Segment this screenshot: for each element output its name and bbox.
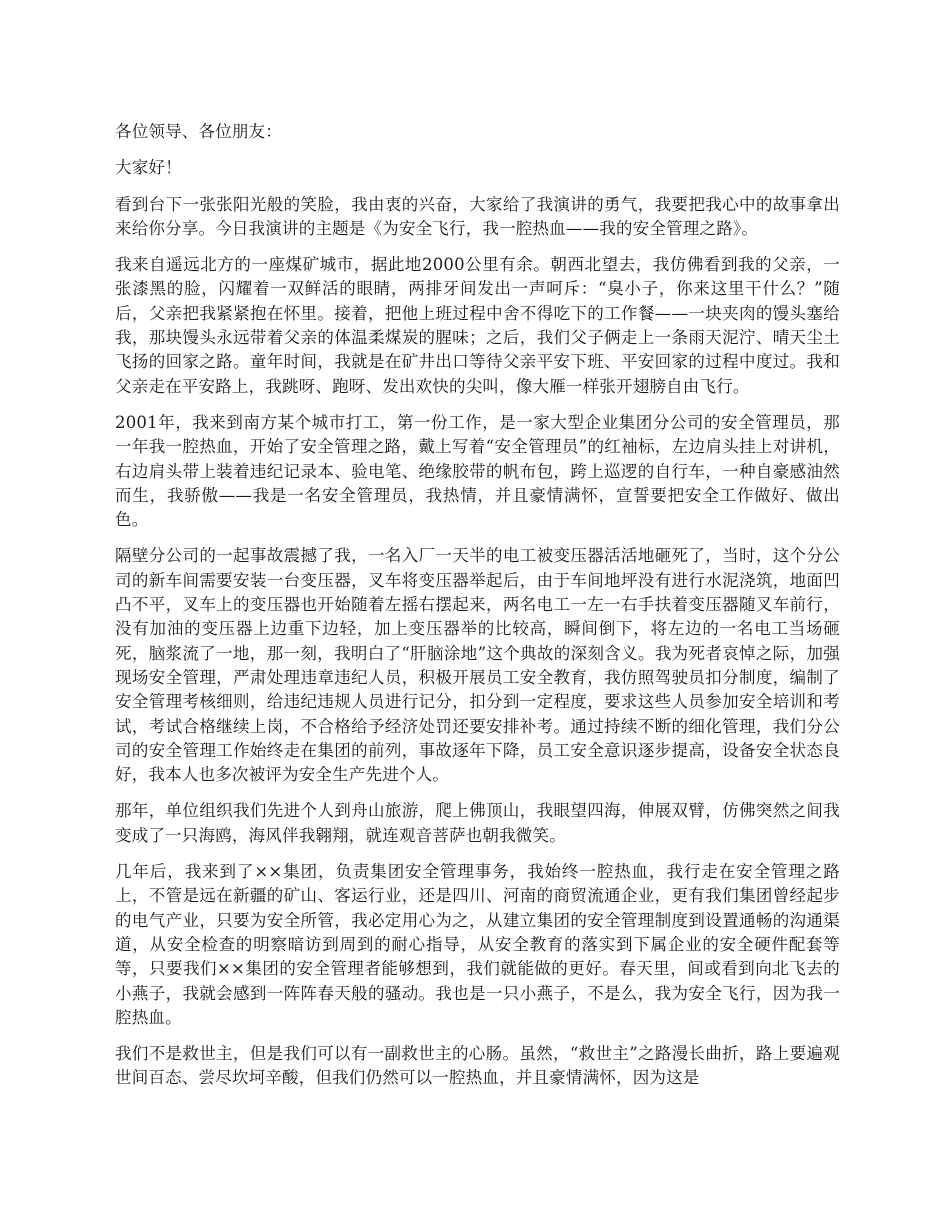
paragraph-accident: 隔壁分公司的一起事故震撼了我，一名入厂一天半的电工被变压器活活地砸死了，当时，这个分公司的新车间需要安装一台变压器，叉车将变压器举起后，由于车间地坪没有进行水泥浇筑，地面凹凸不平，叉车上的变压器也开始随着左摇右摆起来，两名电工一左一右手扶着变压器随叉车前行，没有加油的变压器上边重下边轻，加上变压器举的比较高，瞬间倒下，将左边的一名电工当场砸死，脑浆流了一地，那一刻，我明白了“肝脑涂地”这个典故的深刻含义。我为死者哀悼之际，加强现场安全管理，严肃处理违章违纪人员，积极开展员工安全教育，我仿照驾驶员扣分制度，编制了安全管理考核细则，给违纪违规人员进行记分，扣分到一定程度，要求这些人员参加安全培训和考试，考试合格继续上岗，不合格给予经济处罚还要安排补考。通过持续不断的细化管理，我们分公司的安全管理工作始终走在集团的前列，事故逐年下降，员工安全意识逐步提高，设备安全状态良好，我本人也多次被评为安全生产先进个人。 [115,546,840,785]
greeting: 各位领导、各位朋友： [115,122,282,141]
paragraph-group: 几年后，我来到了××集团，负责集团安全管理事务，我始终一腔热血，我行走在安全管理之路上，不管是远在新疆的矿山、客运行业，还是四川、河南的商贸流通企业，更有我们集团曾经起步的电气产业，只要为安全所管，我必定用心为之，从建立集团的安全管理制度到设置通畅的沟通渠道，从安全检查的明察暗访到周到的耐心指导，从安全教育的落实到下属企业的安全硬件配套等等，只要我们××集团的安全管理者能够想到，我们就能做的更好。春天里，间或看到向北飞去的小燕子，我就会感到一阵阵春天般的骚动。我也是一只小燕子，不是么，我为安全飞行，因为我一腔热血。 [115,862,840,1027]
paragraph-father: 我来自遥远北方的一座煤矿城市，据此地2000公里有余。朝西北望去，我仿佛看到我的父亲，一张漆黑的脸，闪耀着一双鲜活的眼睛，两排牙间发出一声呵斥：“臭小子，你来这里干什么？”随后，父亲把我紧紧抱在怀里。接着，把他上班过程中舍不得吃下的工作餐——一块夹肉的馒头塞给我，那块馒头永远带着父亲的体温柔煤炭的腥味；之后，我们父子俩走上一条雨天泥泞、晴天尘土飞扬的回家之路。童年时间，我就是在矿井出口等待父亲平安下班、平安回家的过程中度过。我和父亲走在平安路上，我跳呀、跑呀、发出欢快的尖叫，像大雁一样张开翅膀自由飞行。 [115,255,840,396]
paragraph-opening: 大家好！ [115,158,182,178]
speech-document [115,120,840,1103]
paragraph-savior: 我们不是救世主，但是我们可以有一副救世主的心肠。虽然，“救世主”之路漫长曲折，路上要遍观世间百态、尝尽坎坷辛酸，但我们仍然可以一腔热血，并且豪情满怀，因为这是 [115,1044,840,1088]
paragraph-zhoushan: 那年，单位组织我们先进个人到舟山旅游，爬上佛顶山，我眼望四海，伸展双臂，仿佛突然之间我变成了一只海鸥，海风伴我翱翔，就连观音菩萨也朝我微笑。 [115,801,840,845]
paragraph-2001: 2001年，我来到南方某个城市打工，第一份工作，是一家大型企业集团分公司的安全管理员，那一年我一腔热血，开始了安全管理之路，戴上写着“安全管理员”的红袖标，左边肩头挂上对讲机，右边肩头带上装着违纪记录本、验电笔、绝缘胶带的帆布包，跨上巡逻的自行车，一种自豪感油然而生，我骄傲——我是一名安全管理员，我热情，并且豪情满怀，宣誓要把安全工作做好、做出色。 [115,412,840,530]
paragraph-topic: 看到台下一张张阳光般的笑脸，我由衷的兴奋，大家给了我演讲的勇气，我要把我心中的故事拿出来给你分享。今日我演讲的主题是《为安全飞行，我一腔热血——我的安全管理之路》。 [115,194,840,238]
